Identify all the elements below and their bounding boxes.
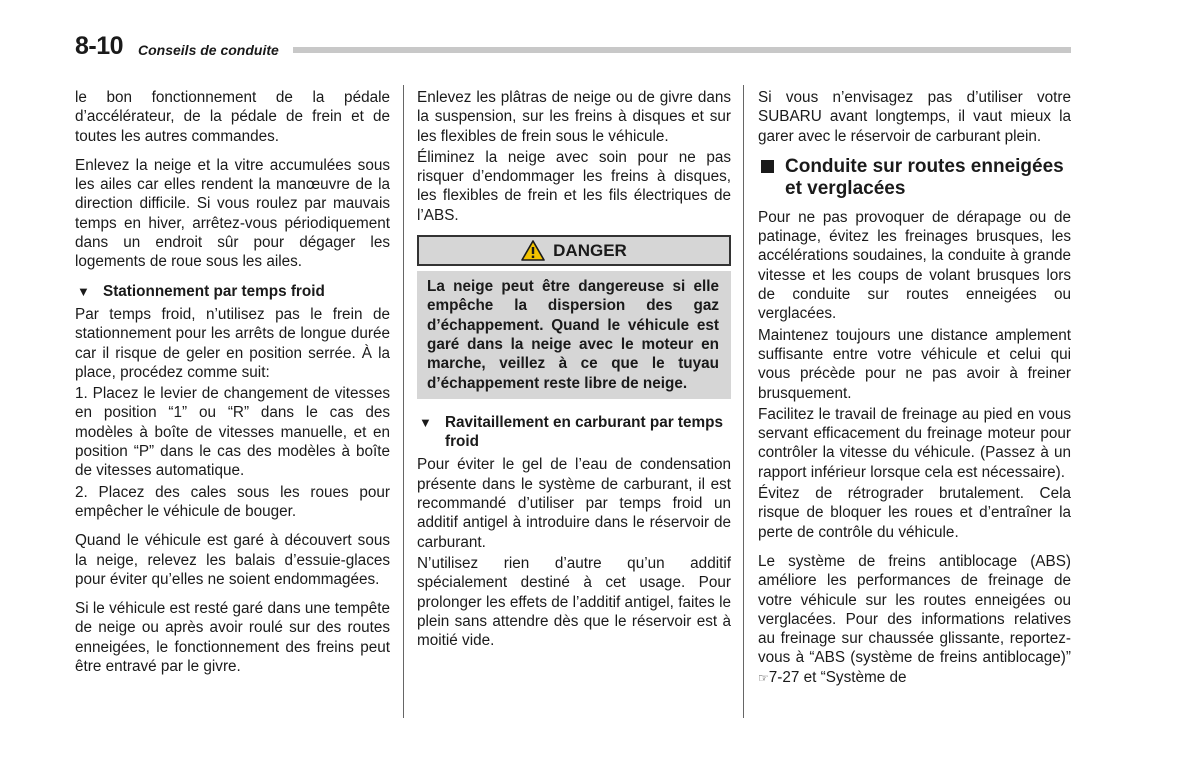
paragraph: Si vous n’envisagez pas d’utiliser votre SUBARU avant longtemps, il vaut mieux la garer avec le réservoir de carburant plein. (758, 89, 1071, 145)
paragraph: Par temps froid, n’utilisez pas le frein de stationnement pour les arrêts de longue durée car il risque de geler en position serrée. À la place, procédez comme suit: (75, 305, 390, 381)
column-3 (758, 88, 1071, 698)
paragraph: Facilitez le travail de freinage au pied en vous servant efficacement du freinage moteur pour contrôler la vitesse du véhicule. (Passez à un rapport inférieur lorsque cela est nécessaire). (758, 405, 1071, 481)
triangle-bullet-icon: ▼ (77, 283, 90, 299)
danger-header (417, 235, 731, 266)
section-heading-label: Conduite sur routes enneigées et verglacées (785, 155, 1064, 199)
triangle-bullet-icon: ▼ (419, 414, 432, 430)
section-heading (758, 156, 1071, 200)
page-header (75, 32, 1071, 64)
square-bullet-icon (761, 160, 774, 173)
column-2 (417, 88, 731, 660)
column-1 (75, 88, 390, 686)
paragraph: Quand le véhicule est garé à découvert sous la neige, relevez les balais d’essuie-glaces pour éviter qu’elles ne soient endommagées. (75, 532, 390, 588)
paragraph: Enlevez la neige et la vitre accumulées sous les ailes car elles rendent la manœuvre de la direction difficile. Si vous roulez par mauvais temps en hiver, arrêtez-vous périodiquement dans un endroit sûr pour dégager les logements de roue sous les ailes. (75, 156, 390, 271)
danger-text: La neige peut être dangereuse si elle empêche la dispersion des gaz d’échappement. Quand le véhicule est garé dans la neige avec le moteur en marche, veillez à ce que le tuyau d’échappement reste libre de neige. (417, 271, 731, 399)
page-reference-text: 7-27 et “Système de (768, 668, 907, 686)
page-number: 8-10 (75, 32, 124, 60)
paragraph: Enlevez les plâtras de neige ou de givre dans la suspension, sur les freins à disques et sur les flexibles de frein sous le véhicule. (417, 89, 731, 145)
header-rule (293, 47, 1071, 53)
danger-label: DANGER (553, 240, 627, 260)
paragraph: Évitez de rétrograder brutalement. Cela risque de bloquer les roues et d’entraîner la perte de contrôle du véhicule. (758, 485, 1071, 541)
paragraph: Éliminez la neige avec soin pour ne pas risquer d’endommager les freins à disques, les flexibles de frein et les fils électriques de l’ABS. (417, 148, 731, 224)
paragraph: Pour éviter le gel de l’eau de condensation présente dans le système de carburant, il est recommandé d’utiliser par temps froid un additif antigel à introduire dans le réservoir de carburant. (417, 456, 731, 551)
column-divider (743, 85, 744, 718)
paragraph: Si le véhicule est resté garé dans une tempête de neige ou après avoir roulé sur des routes enneigées, le fonctionnement des freins peut être entravé par le givre. (75, 600, 390, 676)
column-divider (403, 85, 404, 718)
subsection-heading-label: Ravitaillement en carburant par temps froid (445, 413, 723, 451)
subsection-heading (417, 413, 731, 452)
paragraph: N’utilisez rien d’autre qu’un additif spécialement destiné à cet usage. Pour prolonger les effets de l’additif antigel, faites le plein sans attendre dès que le réservoir est à moitié vide. (417, 554, 731, 650)
page-reference-icon: ☞ (758, 670, 769, 685)
paragraph: Maintenez toujours une distance amplement suffisante entre votre véhicule et celui qui vous précède pour ne pas avoir à freiner brusquement. (758, 326, 1071, 402)
paragraph (758, 552, 1071, 688)
paragraph: Pour ne pas provoquer de dérapage ou de patinage, évitez les freinages brusques, les accélérations soudaines, la conduite à grande vitesse et les coups de volant brusques lors de conduite sur routes enneigées ou verglacées. (758, 208, 1071, 323)
section-title: Conseils de conduite (138, 42, 279, 58)
step-item: 2. Placez des cales sous les roues pour empêcher le véhicule de bouger. (75, 483, 390, 520)
paragraph-text: Le système de freins antiblocage (ABS) améliore les performances de freinage de votre véhicule sur les routes enneigées ou verglacées. Pour des informations relatives au freinage sur chaussée glissante, reportez-vous à “ABS (système de freins antiblocage)” (758, 552, 1071, 667)
warning-triangle-icon (521, 240, 545, 261)
subsection-heading (75, 282, 390, 301)
subsection-heading-label: Stationnement par temps froid (103, 282, 325, 300)
step-item: 1. Placez le levier de changement de vitesses en position “1” ou “R” dans le cas des modèles à boîte de vitesses manuelle, et en position “P” dans le cas des modèles à boîte de vitesses automatique. (75, 385, 390, 480)
danger-box (417, 235, 731, 399)
paragraph: le bon fonctionnement de la pédale d’accélérateur, de la pédale de frein et de toutes les autres commandes. (75, 89, 390, 145)
